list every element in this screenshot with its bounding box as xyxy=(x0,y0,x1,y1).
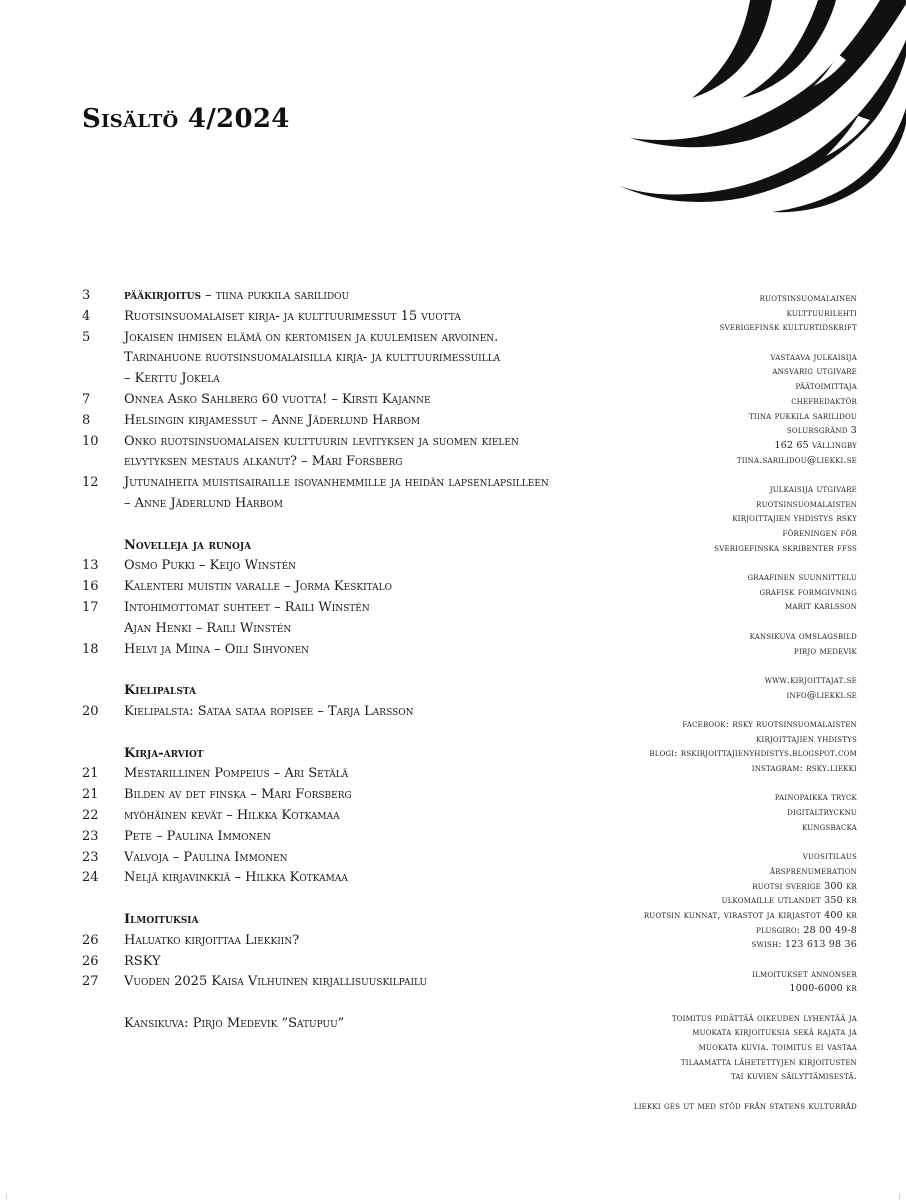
colophon-line: kirjoittajien yhdistys rsky xyxy=(732,513,857,525)
colophon-spacer xyxy=(537,997,857,1012)
toc-page-number: 18 xyxy=(82,641,99,657)
colophon-line: marit karlsson xyxy=(785,601,857,613)
toc-page-number: 12 xyxy=(82,475,99,491)
toc-title-lead: pääkirjoitus xyxy=(124,288,201,303)
crop-mark-bottom-right xyxy=(899,1194,906,1200)
toc-title: Valvoja – Paulina Immonen xyxy=(124,849,288,865)
colophon-line: liekki ges ut med stöd från statens kulturråd xyxy=(633,1100,857,1112)
colophon-line: chefredaktör xyxy=(791,395,857,407)
toc-title: Vuoden 2025 Kaisa Vilhuinen kirjallisuuskilpailu xyxy=(124,974,428,990)
colophon-line: tiina.sarilidou@liekki.se xyxy=(736,454,857,466)
toc-page-number: 23 xyxy=(82,828,99,844)
toc-page-number: 27 xyxy=(82,974,99,990)
flame-stroke-4 xyxy=(692,0,772,98)
colophon-line: facebook: rsky ruotsinsuomalaisten xyxy=(682,718,857,730)
colophon-line: painopaikka tryck xyxy=(774,792,857,804)
toc-title: Mestarillinen Pompeius – Ari Setälä xyxy=(124,766,349,782)
flame-stroke-5 xyxy=(772,108,906,212)
toc-page-number: 21 xyxy=(82,787,99,803)
colophon-line: ruotsi sverige 300 kr xyxy=(752,880,857,892)
colophon-line: ilmoitukset annonser xyxy=(752,968,857,980)
colophon-line: tilaamatta lähetettyjen kirjoitusten xyxy=(680,1056,857,1068)
colophon-line: info@liekki.se xyxy=(786,689,857,701)
toc-title: Helvi ja Miina – Oili Sihvonen xyxy=(124,641,310,657)
toc-title-rest: – tiina pukkila sarilidou xyxy=(200,288,350,303)
toc-page-number: 17 xyxy=(82,599,99,615)
colophon-line: 1000-6000 kr xyxy=(789,983,857,995)
toc-page-number: 8 xyxy=(82,412,91,428)
toc-page-number: 16 xyxy=(82,579,99,595)
colophon-spacer xyxy=(537,615,857,630)
crop-mark-bottom-left xyxy=(0,1194,7,1200)
toc-title: Onnea Asko Sahlberg 60 vuotta! – Kirsti Kajanne xyxy=(124,391,431,407)
toc-title: – Kerttu Jokela xyxy=(124,371,220,387)
toc-title: elvytyksen mestaus alkanut? – Mari Forsberg xyxy=(124,454,403,470)
colophon-line: plusgiro: 28 00 49-8 xyxy=(756,924,857,936)
toc-title: Osmo Pukki – Keijo Winstén xyxy=(124,558,297,574)
colophon-spacer xyxy=(537,703,857,718)
toc-page-number: 4 xyxy=(82,308,91,324)
colophon-line: ruotsin kunnat, virastot ja kirjastot 400 kr xyxy=(643,909,857,921)
toc-title xyxy=(124,286,349,307)
toc-page-number: 21 xyxy=(82,766,99,782)
colophon-line: kirjoittajien yhdistys xyxy=(756,733,857,745)
toc-title: Haluatko kirjoittaa Liekkiin? xyxy=(124,932,300,948)
colophon-line: ruotsinsuomalaisten xyxy=(756,498,857,510)
colophon-spacer xyxy=(537,556,857,571)
colophon-line: muokata kuvia. toimitus ei vastaa xyxy=(698,1042,857,1054)
toc-title: Tarinahuone ruotsinsuomalaisilla kirja- ja kulttuurimessuilla xyxy=(124,350,501,366)
flame-notch-2 xyxy=(826,116,870,156)
colophon-line: sverigefinska skribenter ffss xyxy=(714,542,857,554)
toc-title: Kalenteri muistin varalle – Jorma Keskitalo xyxy=(124,579,393,595)
colophon-line: kulttuurilehti xyxy=(786,307,857,319)
colophon-line: vastaava julkaisija xyxy=(770,351,857,363)
colophon-line: solursgränd 3 xyxy=(786,425,857,437)
colophon-line: tai kuvien säilyttämisestä. xyxy=(730,1071,857,1083)
toc-page-number: 20 xyxy=(82,703,99,719)
toc-title: Intohimottomat suhteet – Raili Winstén xyxy=(124,599,370,615)
toc-page-number: 7 xyxy=(82,391,91,407)
colophon-line: muokata kirjoituksia sekä rajata ja xyxy=(692,1027,857,1039)
colophon-line: www.kirjoittajat.se xyxy=(764,674,857,686)
toc-title: Kielipalsta: Sataa sataa ropisee – Tarja Larsson xyxy=(124,703,414,719)
toc-page-number: 24 xyxy=(82,870,99,886)
colophon-line: julkaisija utgivare xyxy=(769,483,857,495)
toc-title: Kirja-arviot xyxy=(124,745,204,761)
colophon-line: toimitus pidättää oikeuden lyhentää ja xyxy=(671,1012,857,1024)
toc-title: Ajan Henki – Raili Winstén xyxy=(124,620,292,636)
colophon-line: ulkomaille utlandet 350 kr xyxy=(721,895,857,907)
toc-page-number: 3 xyxy=(82,288,91,303)
colophon-line: kungsbacka xyxy=(802,821,857,833)
toc-title: – Anne Jäderlund Harbom xyxy=(124,495,284,511)
colophon-spacer xyxy=(537,336,857,351)
toc-title: myöhäinen kevät – Hilkka Kotkamaa xyxy=(124,807,340,823)
colophon-line: digitaltrycknu xyxy=(787,807,857,819)
toc-title: Neljä kirjavinkkiä – Hilkka Kotkamaa xyxy=(124,870,348,886)
flame-logo-graphic xyxy=(600,0,906,218)
toc-title: Ruotsinsuomalaiset kirja- ja kulttuurimessut 15 vuotta xyxy=(124,308,461,324)
colophon-line: sverigefinsk kulturtidskrift xyxy=(719,322,857,334)
colophon-spacer xyxy=(537,835,857,850)
toc-title: Kansikuva: Pirjo Medevik ”Satupuu” xyxy=(124,1015,345,1031)
colophon-spacer xyxy=(537,777,857,792)
colophon-line: pirjo medevik xyxy=(794,645,857,657)
colophon-spacer xyxy=(537,953,857,968)
toc-page-number: 26 xyxy=(82,953,99,969)
toc-title: Kielipalsta xyxy=(124,683,197,699)
toc-title: RSKY xyxy=(124,953,161,969)
colophon-line: vuositilaus xyxy=(802,851,857,863)
toc-title: Bilden av det finska – Mari Forsberg xyxy=(124,787,352,803)
colophon-line: ansvarig utgivare xyxy=(772,366,857,378)
colophon-line: 162 65 vällingby xyxy=(774,439,857,451)
page-title: Sisältö 4/2024 xyxy=(82,104,290,134)
colophon-line: kansikuva omslagsbild xyxy=(749,630,857,642)
colophon-spacer xyxy=(537,1085,857,1100)
colophon-line: föreningen för xyxy=(782,528,857,539)
colophon-spacer xyxy=(537,659,857,674)
toc-title: Jokaisen ihmisen elämä on kertomisen ja kuulemisen arvoinen. xyxy=(124,329,499,345)
toc-page-number: 5 xyxy=(82,329,91,345)
toc-title: Novelleja ja runoja xyxy=(124,537,252,553)
toc-title: Pete – Paulina Immonen xyxy=(124,828,271,844)
colophon-line: tiina pukkila sarilidou xyxy=(749,410,857,422)
colophon-line: blogi: rskirjoittajienyhdistys.blogspot.com xyxy=(649,748,857,760)
colophon-line: päätoimittaja xyxy=(795,381,857,393)
toc-page-number: 22 xyxy=(82,807,99,823)
toc-page-number: 13 xyxy=(82,558,99,574)
toc-title: Ilmoituksia xyxy=(124,911,199,927)
toc-page-number: 10 xyxy=(82,433,99,449)
toc-page-number: 23 xyxy=(82,849,99,865)
toc-title: Onko ruotsinsuomalaisen kulttuurin levityksen ja suomen kielen xyxy=(124,433,519,449)
toc-title: Jutunaiheita muistisairaille isovanhemmille ja heidän lapsenlapsilleen xyxy=(124,475,549,491)
colophon-line: grafisk formgivning xyxy=(759,586,857,598)
colophon xyxy=(537,292,857,1115)
colophon-line: swish: 123 613 98 36 xyxy=(751,939,857,951)
colophon-line: årsprenumeration xyxy=(770,865,857,877)
toc-page-number: 26 xyxy=(82,932,99,948)
toc-title: Helsingin kirjamessut – Anne Jäderlund Harbom xyxy=(124,412,421,428)
colophon-line: instagram: rsky.liekki xyxy=(751,763,857,774)
colophon-line: ruotsinsuomalainen xyxy=(759,293,857,304)
colophon-spacer xyxy=(537,468,857,483)
colophon-line: graafinen suunnittelu xyxy=(747,572,857,584)
